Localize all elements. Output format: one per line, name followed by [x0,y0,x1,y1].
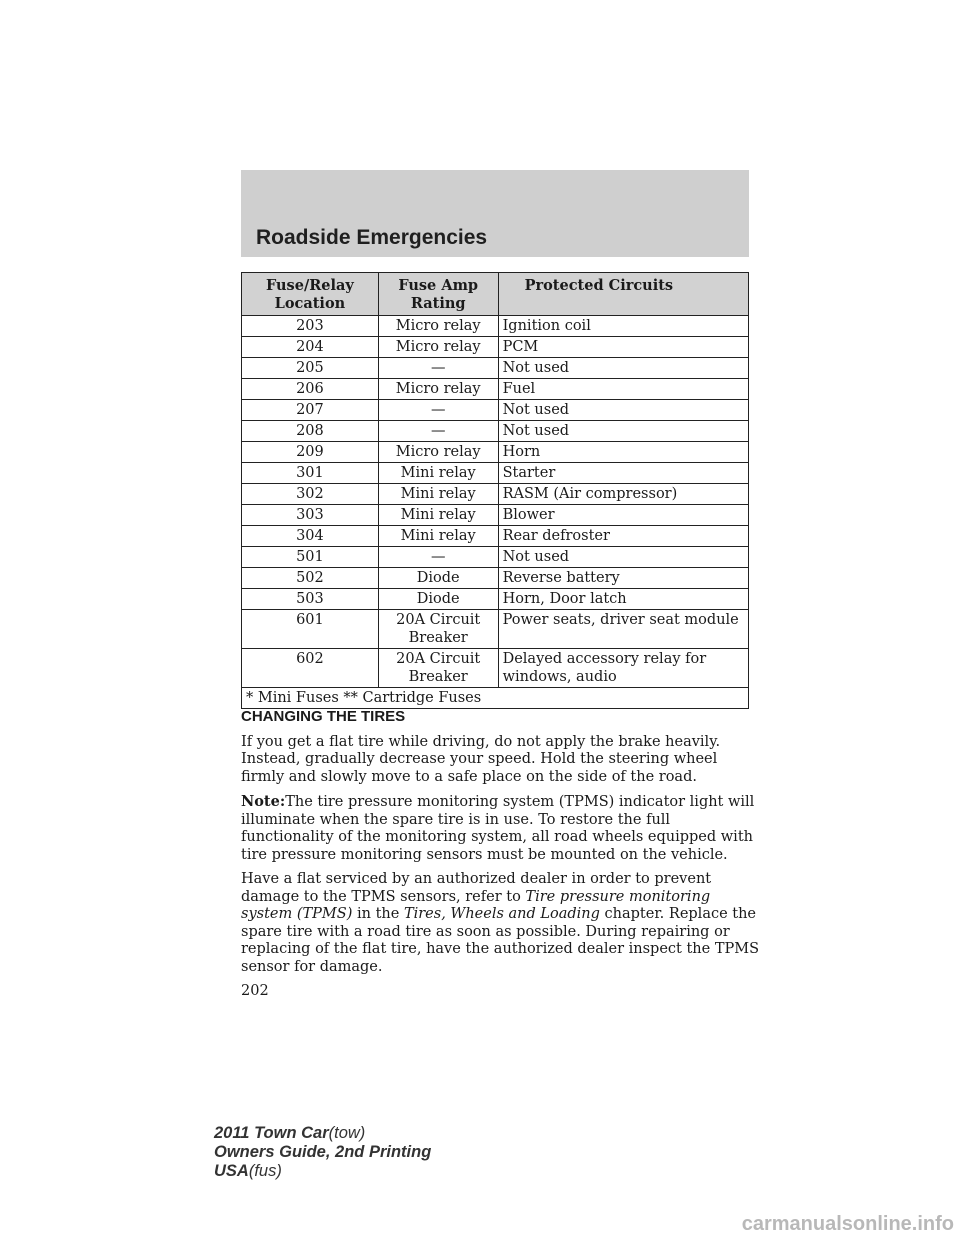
table-row [242,337,749,358]
table-row [242,526,749,547]
cell-protected-circuits: Horn [498,442,748,463]
footer-model-code: (tow) [328,1124,366,1142]
cell-amp-rating: — [378,400,498,421]
table-row [242,484,749,505]
cell-location: 502 [242,568,379,589]
cell-protected-circuits: Not used [498,358,748,379]
cell-protected-circuits: Horn, Door latch [498,589,748,610]
cell-location: 304 [242,526,379,547]
cell-protected-circuits: Rear defroster [498,526,748,547]
column-header-location: Fuse/Relay Location [242,273,379,316]
footer-market-code: (fus) [248,1162,282,1180]
cell-amp-rating: Micro relay [378,316,498,337]
table-row [242,568,749,589]
main-content [241,708,761,1001]
table-row [242,589,749,610]
column-header-protected-circuits: Protected Circuits [498,273,748,316]
table-row [242,610,749,649]
cell-protected-circuits: Not used [498,421,748,442]
cell-protected-circuits: Delayed accessory relay for windows, audio [498,649,748,688]
cell-location: 209 [242,442,379,463]
footer-model: 2011 Town Car [214,1124,329,1142]
cell-location: 301 [242,463,379,484]
note-text: The tire pressure monitoring system (TPMS) indicator light will illuminate when the spare tire is in use. To restore the full functionality of the monitoring system, all road wheels equipped with tire pressure monitoring sensors must be mounted on the vehicle. [241,794,755,863]
page-number: 202 [241,983,269,999]
document-footer [214,1124,431,1181]
cell-amp-rating: Micro relay [378,379,498,400]
reference-chapter: Tires, Wheels and Loading [403,906,600,922]
cell-protected-circuits: Starter [498,463,748,484]
cell-location: 503 [242,589,379,610]
paragraph-note [241,793,761,864]
fuse-relay-table [241,272,749,709]
cell-amp-rating: Mini relay [378,505,498,526]
cell-location: 601 [242,610,379,649]
service-text-a: Have a flat serviced by an authorized dealer in order to prevent damage to the TPMS sensors, refer to [241,871,712,905]
cell-amp-rating: — [378,358,498,379]
table-row [242,358,749,379]
cell-amp-rating: Mini relay [378,526,498,547]
cell-location: 208 [242,421,379,442]
cell-protected-circuits: Fuel [498,379,748,400]
cell-location: 205 [242,358,379,379]
table-row [242,316,749,337]
table-row [242,547,749,568]
cell-amp-rating: 20A Circuit Breaker [378,649,498,688]
cell-protected-circuits: Ignition coil [498,316,748,337]
table-row [242,649,749,688]
cell-protected-circuits: Reverse battery [498,568,748,589]
paragraph-service [241,871,761,976]
cell-location: 204 [242,337,379,358]
table-row [242,400,749,421]
cell-location: 303 [242,505,379,526]
cell-amp-rating: Micro relay [378,337,498,358]
cell-location: 206 [242,379,379,400]
reference-tpms: Tire pressure monitoring system (TPMS) [241,888,711,922]
table-row [242,463,749,484]
table-footnote: * Mini Fuses ** Cartridge Fuses [242,688,749,709]
cell-location: 203 [242,316,379,337]
paragraph-flat-tire: If you get a flat tire while driving, do not apply the brake heavily. Instead, gradually decrease your speed. Hold the steering wheel firmly and slowly move to a safe place on the side of the road. [241,733,721,785]
cell-protected-circuits: PCM [498,337,748,358]
cell-location: 602 [242,649,379,688]
cell-amp-rating: Mini relay [378,463,498,484]
cell-location: 207 [242,400,379,421]
cell-protected-circuits: Blower [498,505,748,526]
table-row [242,505,749,526]
table-header-row [242,273,749,316]
cell-protected-circuits: Power seats, driver seat module [498,610,748,649]
cell-amp-rating: 20A Circuit Breaker [378,610,498,649]
service-text-c: chapter. Replace the spare tire with a road tire as soon as possible. During repairing or replacing of the flat tire, have the authorized dealer inspect the TPMS sensor for damage. [241,906,760,975]
column-header-amp-rating: Fuse Amp Rating [378,273,498,316]
cell-protected-circuits: Not used [498,547,748,568]
table-row [242,421,749,442]
footer-market: USA [214,1162,249,1180]
cell-location: 501 [242,547,379,568]
chapter-title: Roadside Emergencies [256,226,488,249]
cell-amp-rating: Micro relay [378,442,498,463]
cell-amp-rating: Mini relay [378,484,498,505]
footer-guide: Owners Guide, 2nd Printing [214,1143,432,1161]
cell-location: 302 [242,484,379,505]
section-heading: CHANGING THE TIRES [241,708,406,725]
cell-amp-rating: Diode [378,568,498,589]
note-label: Note: [241,793,286,810]
table-row [242,379,749,400]
cell-amp-rating: — [378,547,498,568]
cell-protected-circuits: RASM (Air compressor) [498,484,748,505]
cell-amp-rating: Diode [378,589,498,610]
site-watermark: carmanualsonline.info [741,1213,954,1235]
cell-protected-circuits: Not used [498,400,748,421]
table-footnote-row [242,688,749,709]
cell-amp-rating: — [378,421,498,442]
service-text-b: in the [352,906,404,922]
table-row [242,442,749,463]
